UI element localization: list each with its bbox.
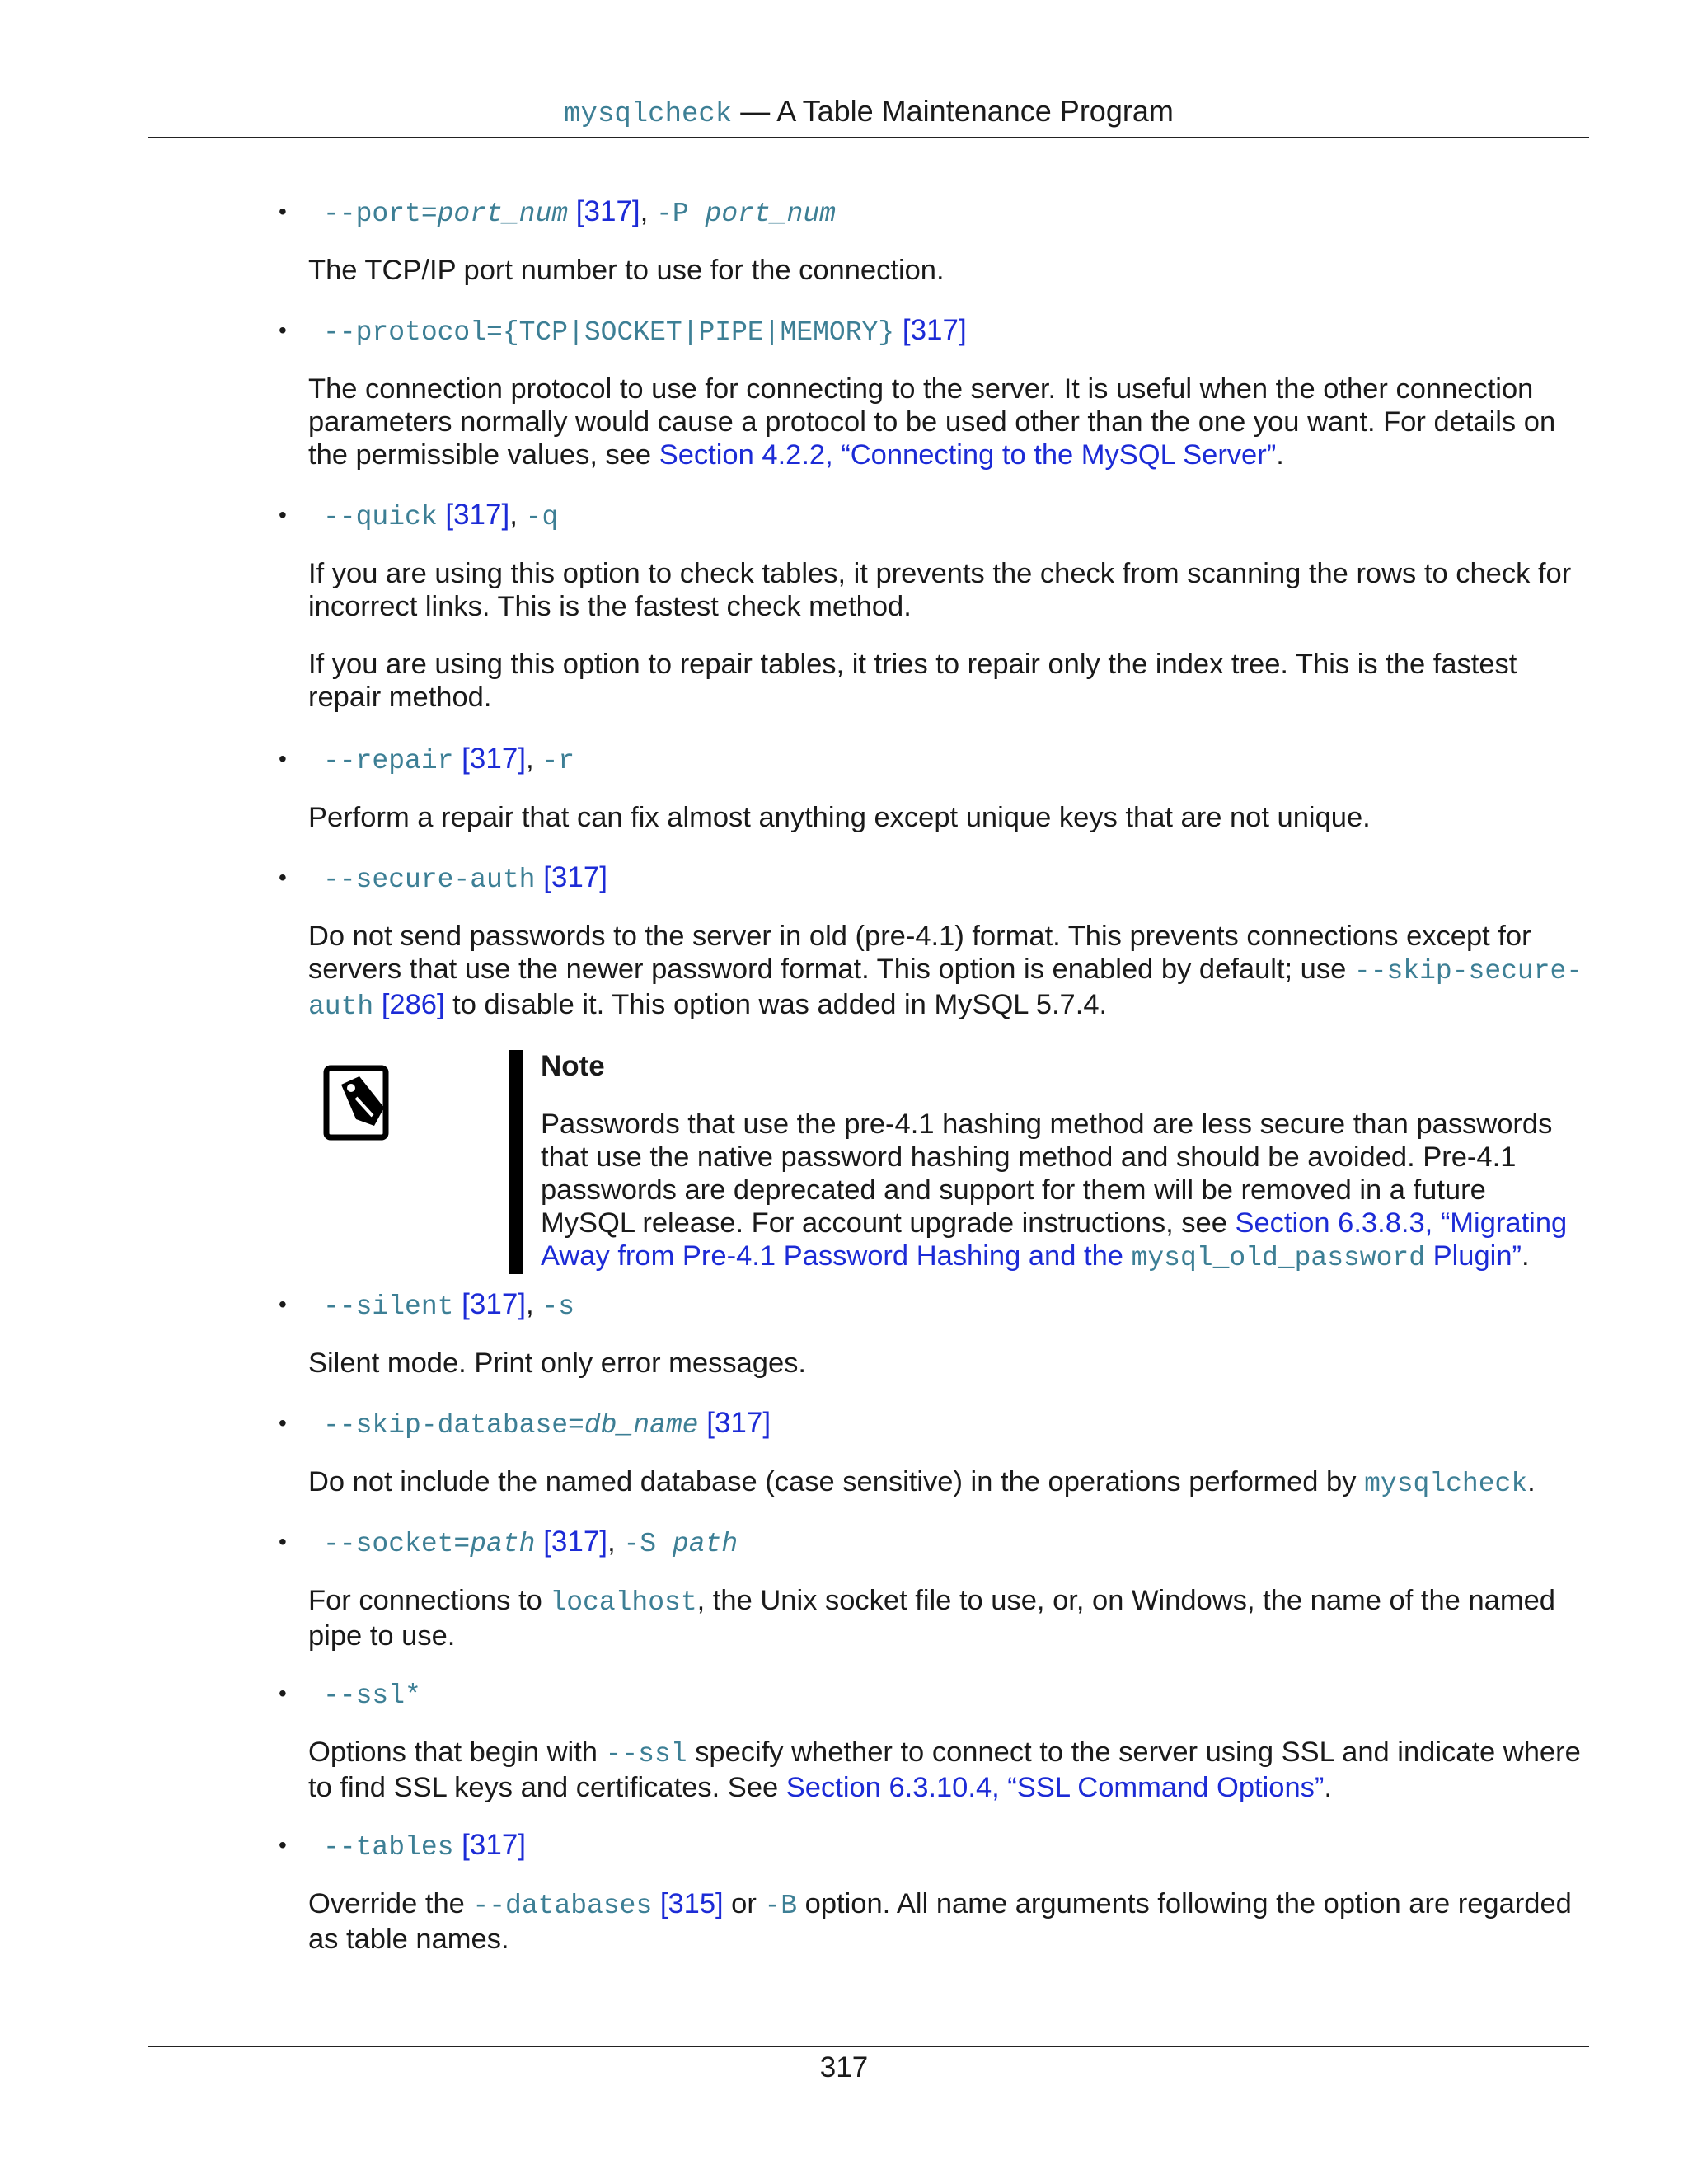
inline-code: --databases [472, 1891, 653, 1921]
option-heading [323, 193, 836, 233]
note-icon [323, 1065, 392, 1144]
option-name: --protocol={TCP|SOCKET|PIPE|MEMORY} [323, 317, 895, 348]
inline-code-2: -B [764, 1891, 798, 1921]
inline-code: --ssl [605, 1739, 687, 1769]
note-body [541, 1108, 1587, 1275]
inline-code: mysqlcheck [1364, 1469, 1528, 1499]
option-heading [323, 1286, 574, 1326]
option-name: --port= [323, 199, 438, 229]
section-link[interactable]: Section 6.3.10.4, “SSL Command Options” [785, 1772, 1325, 1803]
option-description [308, 1465, 1594, 1501]
description-text: Override the [308, 1888, 473, 1919]
separator: , [640, 195, 657, 227]
note-end: . [1522, 1240, 1530, 1272]
description-text: Perform a repair that can fix almost anything except unique keys that are not unique. [308, 802, 1371, 833]
note-title: Note [541, 1050, 605, 1082]
description-text: The connection protocol to use for connecting to the server. It is useful when the other connection parameters normally would cause a protocol to be used other than the one you want. For details on the permissible values, see [308, 373, 1556, 471]
header-rule [148, 137, 1589, 138]
option-description [308, 1347, 1594, 1380]
option-heading [323, 1404, 771, 1445]
footer-rule [148, 2046, 1589, 2047]
option-name: --silent [323, 1291, 454, 1322]
description-mid: specify whether to connect to the server using SSL and indicate where to find SSL keys and certificates. See [308, 1736, 1581, 1803]
option-description [308, 1887, 1594, 1956]
note-bar [509, 1050, 523, 1274]
option-heading [323, 740, 574, 780]
option-heading [323, 1523, 738, 1563]
note-link-text-end: Plugin” [1425, 1240, 1522, 1272]
option-description [308, 373, 1594, 471]
section-link[interactable]: Section 4.2.2, “Connecting to the MySQL Server” [659, 439, 1277, 471]
option-description-2 [308, 648, 1594, 714]
note-link-text: Section 6.3.8.3, “Migrating Away from Pre-4.1 Password Hashing and the [541, 1207, 1568, 1272]
description-end: , the Unix socket file to use, or, on Windows, the name of the named pipe to use. [308, 1585, 1555, 1652]
option-short: -P [656, 199, 706, 229]
option-short: -s [542, 1291, 575, 1322]
description-text: Do not send passwords to the server in old (pre-4.1) format. This prevents connections except for servers that use the newer password format. This option is enabled by default; use [308, 921, 1531, 985]
option-description [308, 1736, 1594, 1804]
option-ref-link[interactable]: [317] [462, 1829, 527, 1861]
description-mid: or [723, 1888, 765, 1919]
separator: , [607, 1526, 624, 1558]
option-arg: path [470, 1529, 536, 1559]
separator: , [526, 743, 542, 775]
option-ref-link[interactable]: [317] [462, 743, 527, 775]
option-description [308, 254, 1594, 287]
option-ref-link[interactable]: [317] [543, 861, 608, 893]
bullet: • [279, 1410, 287, 1436]
inline-code: --skip-secure-auth [308, 956, 1583, 1022]
option-description [308, 557, 1594, 623]
option-short: -S [623, 1529, 673, 1559]
option-ref-link[interactable]: [317] [462, 1288, 527, 1320]
separator: , [526, 1288, 542, 1320]
description-text: For connections to [308, 1585, 551, 1616]
option-heading [323, 1826, 526, 1867]
bullet: • [279, 1529, 287, 1554]
option-ref-link[interactable]: [317] [543, 1526, 608, 1558]
bullet: • [279, 317, 287, 343]
bullet: • [279, 865, 287, 890]
option-name: --tables [323, 1832, 454, 1863]
option-short: -q [525, 502, 559, 532]
bullet: • [279, 1832, 287, 1858]
inline-code: localhost [550, 1587, 697, 1618]
bullet: • [279, 1680, 287, 1706]
option-ref-link[interactable]: [317] [575, 195, 640, 227]
description-text: Do not include the named database (case sensitive) in the operations performed by [308, 1466, 1365, 1497]
option-ref-link[interactable]: [317] [445, 499, 510, 531]
option-short-arg: path [672, 1529, 738, 1559]
option-short: -r [542, 746, 575, 776]
bullet: • [279, 746, 287, 771]
option-name: --quick [323, 502, 438, 532]
option-name: --secure-auth [323, 865, 536, 895]
bullet: • [279, 199, 287, 224]
note-text: Passwords that use the pre-4.1 hashing method are less secure than passwords that use the native password hashing method and should be avoided. Pre-4.1 passwords are deprecated and support for them will be removed in a future MySQL release. For account upgrade instructions, see [541, 1108, 1553, 1239]
option-name: --repair [323, 746, 454, 776]
description-end: . [1324, 1772, 1333, 1803]
bullet: • [279, 502, 287, 527]
header-program: mysqlcheck [564, 99, 733, 130]
description-end: to disable it. This option was added in MySQL 5.7.4. [444, 989, 1108, 1020]
description-end: . [1527, 1466, 1536, 1497]
inline-ref-link[interactable]: [286] [381, 989, 445, 1020]
option-arg: db_name [584, 1410, 699, 1441]
option-description [308, 920, 1594, 1024]
option-heading [323, 496, 558, 537]
option-heading [323, 859, 607, 899]
separator: , [509, 499, 526, 531]
option-ref-link[interactable]: [317] [706, 1407, 771, 1439]
page-header [148, 92, 1589, 134]
bullet: • [279, 1291, 287, 1317]
description-text: The TCP/IP port number to use for the connection. [308, 255, 945, 286]
option-description [308, 801, 1594, 834]
option-name: --skip-database= [323, 1410, 584, 1441]
inline-ref-link[interactable]: [315] [659, 1888, 724, 1919]
option-name: --ssl* [323, 1680, 421, 1711]
description-end: . [1276, 439, 1284, 471]
note-link-code: mysql_old_password [1131, 1243, 1426, 1273]
description-text: Options that begin with [308, 1736, 606, 1768]
option-description [308, 1584, 1594, 1652]
description-text: Silent mode. Print only error messages. [308, 1347, 807, 1379]
option-arg: port_num [437, 199, 569, 229]
option-ref-link[interactable]: [317] [902, 314, 967, 346]
option-name: --socket= [323, 1529, 471, 1559]
note-box [308, 1048, 1594, 1279]
description-text: If you are using this option to check tables, it prevents the check from scanning the rows to check for incorrect links. This is the fastest check method. [308, 558, 1572, 622]
description-text: If you are using this option to repair tables, it tries to repair only the index tree. This is the fastest repair method. [308, 649, 1517, 713]
option-heading [323, 1675, 421, 1715]
page-number: 317 [819, 2051, 869, 2083]
option-heading [323, 312, 967, 352]
description-end: option. All name arguments following the option are regarded as table names. [308, 1888, 1572, 1955]
header-title: — A Table Maintenance Program [732, 94, 1174, 128]
option-short-arg: port_num [705, 199, 836, 229]
